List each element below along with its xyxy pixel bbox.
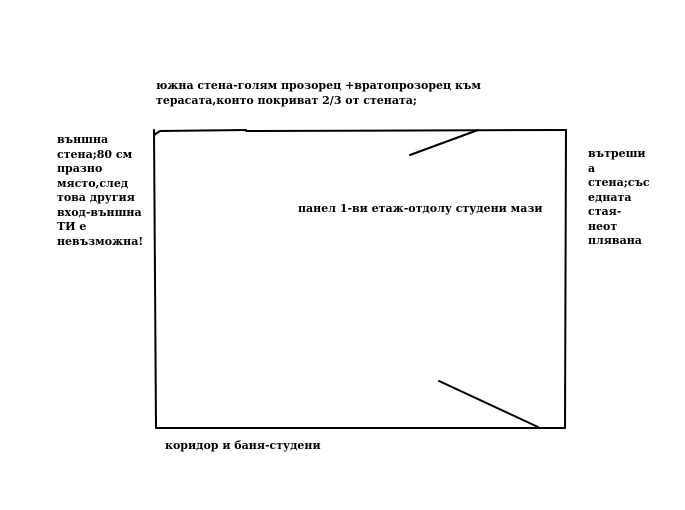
top-wall-line bbox=[154, 130, 246, 135]
door-swing-line bbox=[439, 381, 538, 427]
top-wall-right-line bbox=[246, 130, 566, 131]
left-wall-line bbox=[154, 130, 156, 428]
corridor-label: коридор и баня-студени bbox=[165, 439, 321, 452]
outer-wall-label: външна стена;80 см празно място,след това другия вход-външна ТИ е невъзможна! bbox=[57, 133, 144, 248]
panel-floor-label: панел 1-ви етаж-отдолу студени мази bbox=[298, 202, 543, 215]
south-wall-label: южна стена-голям прозорец +вратопрозорец към терасата,конто покриват 2/3 от стената; bbox=[156, 79, 481, 107]
right-wall-line bbox=[565, 130, 566, 428]
window-swing-line bbox=[410, 130, 478, 155]
inner-wall-label: вътреши а стена;със едната стая-неот плявана bbox=[588, 147, 650, 247]
